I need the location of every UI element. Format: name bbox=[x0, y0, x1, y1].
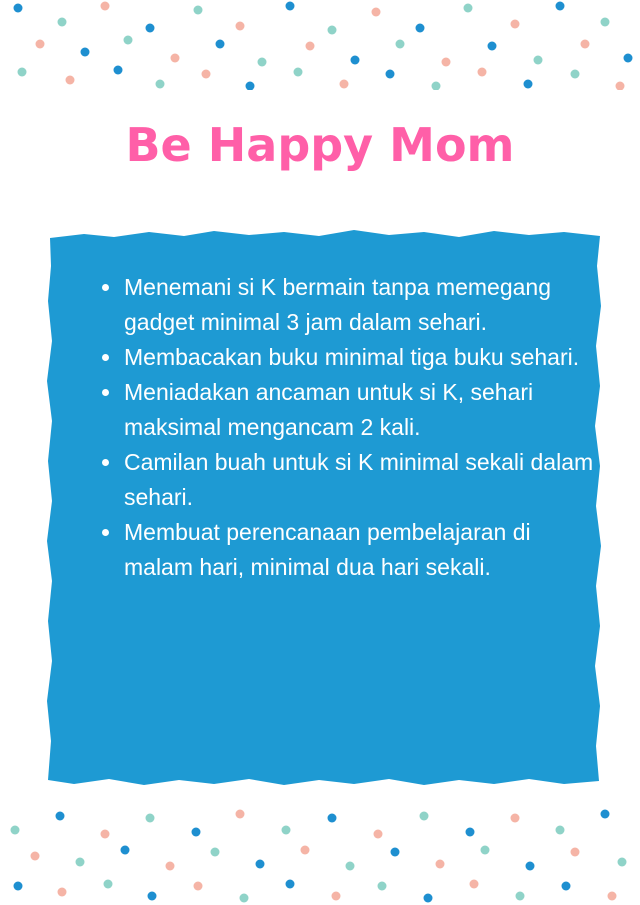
confetti-dot bbox=[14, 882, 23, 891]
confetti-dot bbox=[146, 814, 155, 823]
confetti-dot bbox=[104, 880, 113, 889]
confetti-dot bbox=[192, 828, 201, 837]
confetti-dot bbox=[148, 892, 157, 901]
confetti-dot bbox=[624, 54, 633, 63]
confetti-dot bbox=[156, 80, 165, 89]
confetti-dot bbox=[246, 82, 255, 91]
confetti-dot bbox=[282, 826, 291, 835]
confetti-dot bbox=[286, 880, 295, 889]
confetti-dot bbox=[488, 42, 497, 51]
confetti-dot bbox=[101, 2, 110, 11]
confetti-dot bbox=[442, 58, 451, 67]
confetti-dot bbox=[124, 36, 133, 45]
confetti-dot bbox=[351, 56, 360, 65]
confetti-dot bbox=[58, 888, 67, 897]
list-item: Membuat perencanaan pembelajaran di malam hari, minimal dua hari sekali. bbox=[124, 515, 594, 585]
confetti-dot bbox=[478, 68, 487, 77]
bullet-icon bbox=[102, 459, 109, 466]
confetti-dot bbox=[464, 4, 473, 13]
bullet-icon bbox=[102, 284, 109, 291]
confetti-dot bbox=[616, 82, 625, 91]
confetti-dot bbox=[81, 48, 90, 57]
list-item: Camilan buah untuk si K minimal sekali dalam sehari. bbox=[124, 445, 594, 515]
confetti-dot bbox=[601, 18, 610, 27]
confetti-dot bbox=[391, 848, 400, 857]
tips-list bbox=[84, 270, 594, 585]
confetti-dot bbox=[328, 26, 337, 35]
bottom-dot-pattern bbox=[0, 800, 640, 905]
confetti-dot bbox=[340, 80, 349, 89]
confetti-dot bbox=[301, 846, 310, 855]
confetti-dot bbox=[386, 70, 395, 79]
confetti-dot bbox=[76, 858, 85, 867]
confetti-dot bbox=[601, 810, 610, 819]
confetti-dot bbox=[332, 892, 341, 901]
list-item: Menemani si K bermain tanpa memegang gadget minimal 3 jam dalam sehari. bbox=[124, 270, 594, 340]
confetti-dot bbox=[121, 846, 130, 855]
confetti-dot bbox=[18, 68, 27, 77]
confetti-dot bbox=[556, 826, 565, 835]
confetti-dot bbox=[294, 68, 303, 77]
confetti-dot bbox=[328, 814, 337, 823]
confetti-dot bbox=[374, 830, 383, 839]
confetti-dot bbox=[36, 40, 45, 49]
confetti-dot bbox=[432, 82, 441, 91]
confetti-dot bbox=[56, 812, 65, 821]
page-title: Be Happy Mom bbox=[125, 118, 515, 172]
confetti-dot bbox=[114, 66, 123, 75]
confetti-dot bbox=[618, 858, 627, 867]
confetti-dot bbox=[216, 40, 225, 49]
confetti-dot bbox=[481, 846, 490, 855]
confetti-dot bbox=[11, 826, 20, 835]
confetti-dot bbox=[378, 882, 387, 891]
list-item: Membacakan buku minimal tiga buku sehari. bbox=[124, 340, 594, 375]
confetti-dot bbox=[236, 22, 245, 31]
list-item: Meniadakan ancaman untuk si K, sehari maksimal mengancam 2 kali. bbox=[124, 375, 594, 445]
confetti-dot bbox=[256, 860, 265, 869]
confetti-dot bbox=[166, 862, 175, 871]
confetti-dot bbox=[516, 892, 525, 901]
confetti-dot bbox=[31, 852, 40, 861]
confetti-dot bbox=[211, 848, 220, 857]
confetti-dot bbox=[396, 40, 405, 49]
confetti-dot bbox=[526, 862, 535, 871]
confetti-dot bbox=[581, 40, 590, 49]
confetti-dot bbox=[466, 828, 475, 837]
bottom-dots bbox=[11, 810, 627, 903]
confetti-dot bbox=[346, 862, 355, 871]
confetti-dot bbox=[608, 892, 617, 901]
confetti-dot bbox=[571, 848, 580, 857]
confetti-dot bbox=[534, 56, 543, 65]
confetti-dot bbox=[306, 42, 315, 51]
confetti-dot bbox=[258, 58, 267, 67]
confetti-dot bbox=[416, 24, 425, 33]
confetti-dot bbox=[66, 76, 75, 85]
confetti-dot bbox=[511, 20, 520, 29]
confetti-dot bbox=[194, 6, 203, 15]
bullet-icon bbox=[102, 389, 109, 396]
top-dot-pattern bbox=[0, 0, 640, 90]
confetti-dot bbox=[146, 24, 155, 33]
confetti-dot bbox=[562, 882, 571, 891]
confetti-dot bbox=[556, 2, 565, 11]
confetti-dot bbox=[524, 80, 533, 89]
confetti-dot bbox=[171, 54, 180, 63]
confetti-dot bbox=[372, 8, 381, 17]
confetti-dot bbox=[470, 880, 479, 889]
confetti-dot bbox=[194, 882, 203, 891]
confetti-dot bbox=[236, 810, 245, 819]
bullet-icon bbox=[102, 354, 109, 361]
confetti-dot bbox=[286, 2, 295, 11]
confetti-dot bbox=[436, 860, 445, 869]
confetti-dot bbox=[571, 70, 580, 79]
confetti-dot bbox=[420, 812, 429, 821]
top-dots bbox=[14, 2, 633, 91]
confetti-dot bbox=[511, 814, 520, 823]
bullet-icon bbox=[102, 529, 109, 536]
confetti-dot bbox=[58, 18, 67, 27]
confetti-dot bbox=[101, 830, 110, 839]
confetti-dot bbox=[14, 4, 23, 13]
confetti-dot bbox=[202, 70, 211, 79]
confetti-dot bbox=[240, 894, 249, 903]
confetti-dot bbox=[424, 894, 433, 903]
